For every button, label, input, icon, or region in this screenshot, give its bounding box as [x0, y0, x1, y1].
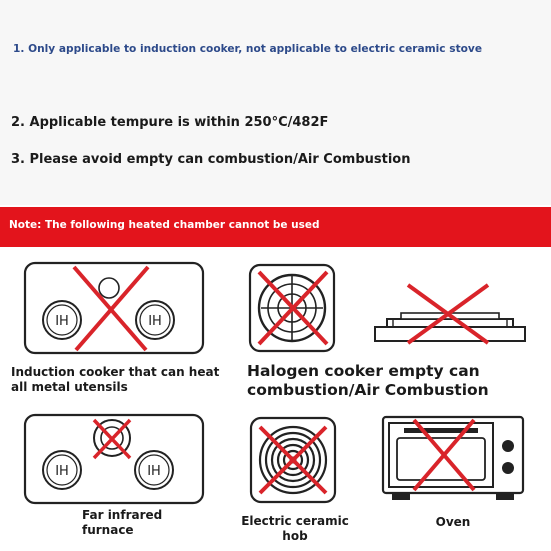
- label-line: Induction cooker that can heat: [11, 365, 220, 379]
- note-induction-only: 1. Only applicable to induction cooker, not applicable to electric ceramic stove: [13, 43, 482, 55]
- warning-banner: [0, 207, 551, 247]
- induction-cooker-label: [11, 365, 226, 395]
- label-line: hob: [282, 529, 308, 543]
- oven-label: Oven: [435, 515, 471, 529]
- label-line: furnace: [82, 523, 134, 537]
- label-line: Halogen cooker empty can: [247, 362, 480, 380]
- note-empty-combustion: 3. Please avoid empty can combustion/Air Combustion: [11, 152, 411, 167]
- label-line: Far infrared: [82, 508, 163, 522]
- far-infrared-furnace-label: [82, 508, 202, 538]
- note-temperature: 2. Applicable tempure is within 250°C/482F: [11, 115, 329, 130]
- induction-cooker-icon: [24, 262, 204, 354]
- electric-ceramic-hob-label: [235, 514, 355, 544]
- burner-label: IH: [148, 314, 162, 329]
- burner-label: IH: [55, 464, 69, 479]
- burner-label: IH: [55, 314, 69, 329]
- halogen-cooker-label: [247, 362, 547, 401]
- empty-can-icon: [373, 283, 527, 345]
- burner-label: IH: [147, 464, 161, 479]
- warning-banner-text: Note: The following heated chamber cannot be used: [9, 219, 320, 231]
- halogen-cooker-icon: [249, 264, 335, 352]
- label-line: Electric ceramic: [241, 514, 349, 528]
- notes-panel: [0, 0, 551, 205]
- far-infrared-furnace-icon: [24, 414, 204, 504]
- oven-icon: [382, 416, 524, 504]
- electric-ceramic-hob-icon: [250, 417, 336, 503]
- label-line: combustion/Air Combustion: [247, 381, 489, 400]
- label-line: all metal utensils: [11, 380, 128, 394]
